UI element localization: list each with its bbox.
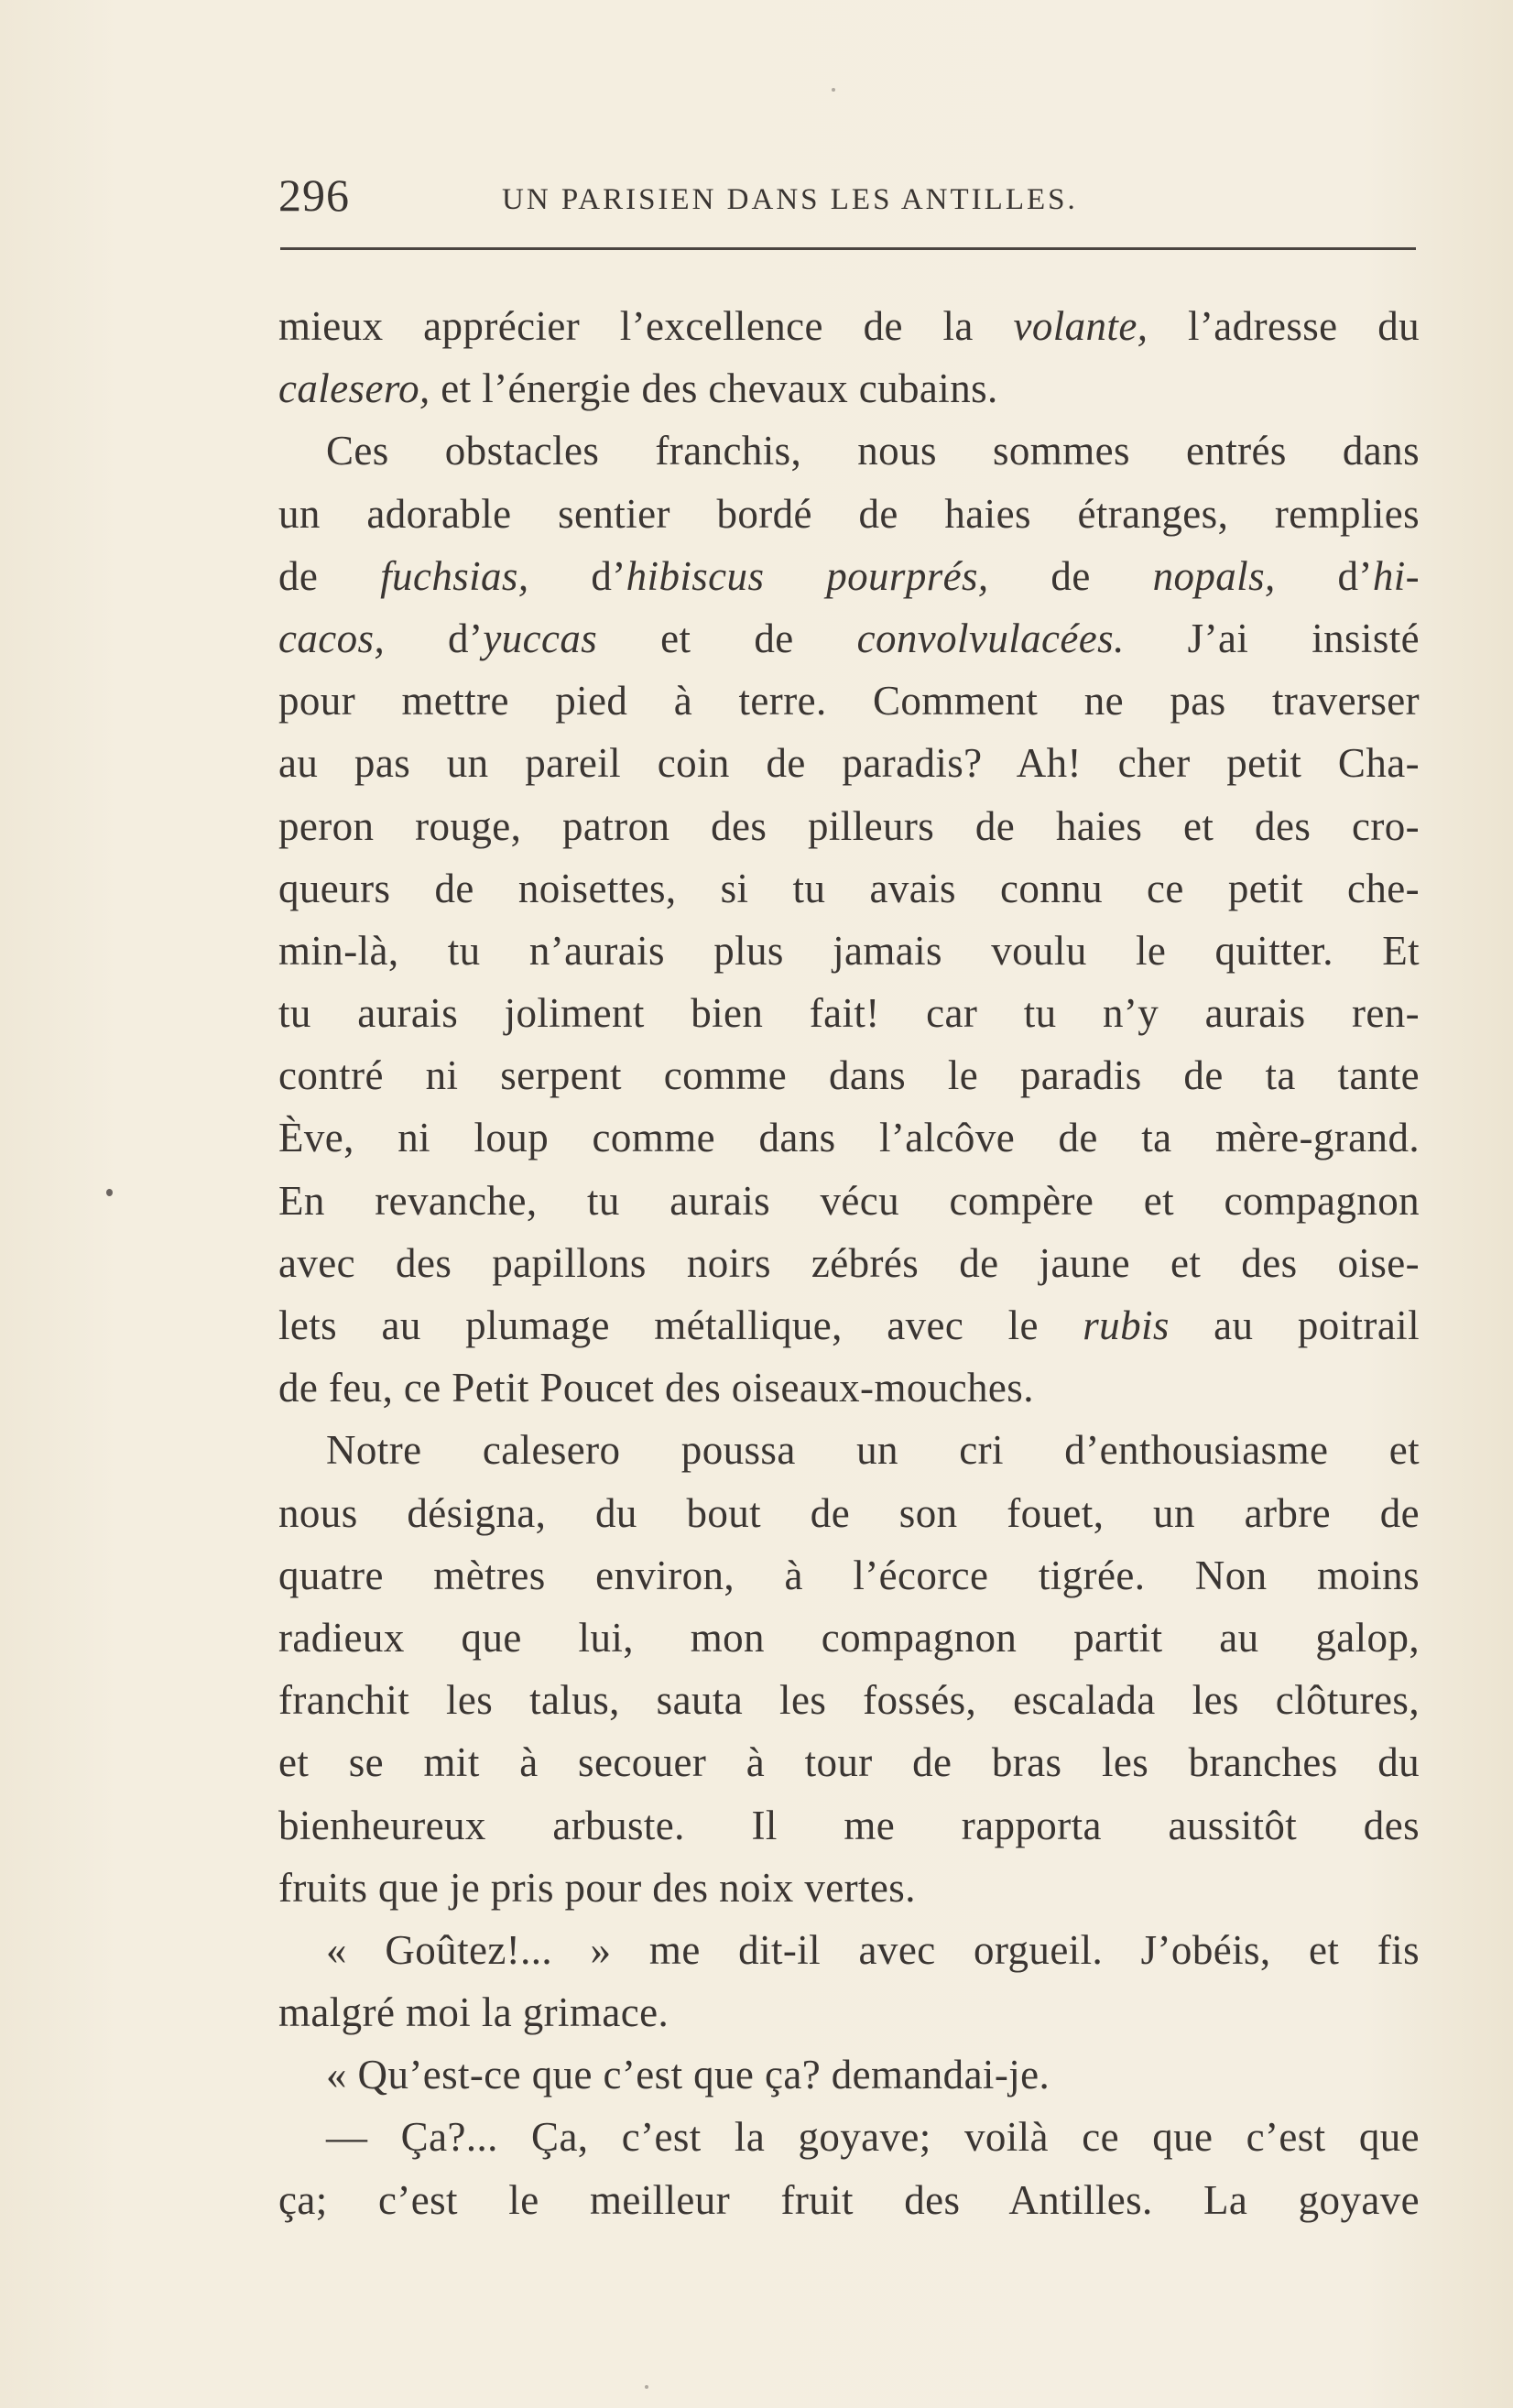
italic-text: fuchsias, bbox=[380, 552, 529, 599]
text-line bbox=[278, 1544, 1420, 1607]
italic-text: hi- bbox=[1372, 552, 1420, 599]
paper-speck bbox=[832, 88, 835, 92]
text-run: et de bbox=[597, 615, 857, 661]
text-line bbox=[278, 857, 1420, 920]
italic-text: hibiscus pourprés, bbox=[626, 552, 989, 599]
text-run: Notre calesero poussa un cri d’enthousiasme et bbox=[326, 1427, 1420, 1474]
italic-text: nopals, bbox=[1152, 552, 1276, 599]
text-run: malgré moi la grimace. bbox=[278, 1989, 669, 2036]
italic-text: calesero, bbox=[278, 365, 430, 412]
text-line bbox=[278, 1294, 1420, 1357]
text-run: d’ bbox=[1275, 552, 1373, 599]
text-run: d’ bbox=[385, 615, 484, 661]
italic-text: rubis bbox=[1083, 1302, 1170, 1348]
text-line bbox=[278, 1232, 1420, 1294]
text-line bbox=[278, 670, 1420, 732]
page-header bbox=[275, 163, 1418, 227]
italic-text: convolvulacées. bbox=[856, 615, 1125, 661]
text-run: En revanche, tu aurais vécu compère et compagnon bbox=[278, 1177, 1420, 1224]
text-line bbox=[278, 795, 1420, 857]
text-line bbox=[278, 2043, 1420, 2106]
text-run: min-là, tu n’aurais plus jamais voulu le quitter. Et bbox=[278, 927, 1420, 974]
text-run: J’ai insisté bbox=[1124, 615, 1420, 661]
paper-speck bbox=[645, 2385, 648, 2389]
text-run: radieux que lui, mon compagnon partit au galop, bbox=[278, 1614, 1420, 1661]
text-line bbox=[278, 1731, 1420, 1793]
text-line bbox=[278, 1170, 1420, 1232]
text-line bbox=[278, 2106, 1420, 2168]
text-run: tu aurais joliment bien fait! car tu n’y aurais ren- bbox=[278, 990, 1420, 1037]
text-line bbox=[278, 920, 1420, 982]
text-run: « Goûtez!... » me dit-il avec orgueil. J’obéis, et fis bbox=[326, 1926, 1420, 1973]
text-line bbox=[278, 1919, 1420, 1981]
text-line bbox=[278, 1106, 1420, 1169]
text-run: d’ bbox=[528, 552, 626, 599]
text-run: au poitrail bbox=[1169, 1302, 1420, 1348]
text-run: de bbox=[278, 552, 381, 599]
text-line bbox=[278, 2169, 1420, 2231]
text-line bbox=[278, 982, 1420, 1044]
italic-text: volante, bbox=[1013, 303, 1148, 349]
paper-speck bbox=[106, 1189, 113, 1196]
text-run: ça; c’est le meilleur fruit des Antilles. La goyave bbox=[278, 2176, 1420, 2223]
text-run: bienheureux arbuste. Il me rapporta aussitôt des bbox=[278, 1802, 1420, 1848]
text-run: Ces obstacles franchis, nous sommes entrés dans bbox=[326, 428, 1420, 474]
text-run: de bbox=[988, 552, 1153, 599]
text-run: pour mettre pied à terre. Comment ne pas traverser bbox=[278, 678, 1420, 725]
page-number: 296 bbox=[278, 169, 350, 221]
text-line bbox=[278, 545, 1420, 607]
header-rule bbox=[280, 247, 1416, 250]
text-run: de feu, ce Petit Poucet des oiseaux-mouches. bbox=[278, 1365, 1034, 1411]
text-line bbox=[278, 1981, 1420, 2043]
text-run: peron rouge, patron des pilleurs de haies et des cro- bbox=[278, 802, 1420, 849]
text-run: — Ça?... Ça, c’est la goyave; voilà ce que c’est que bbox=[326, 2114, 1420, 2161]
text-run: Ève, ni loup comme dans l’alcôve de ta mère-grand. bbox=[278, 1115, 1420, 1161]
text-run: fruits que je pris pour des noix vertes. bbox=[278, 1864, 916, 1911]
text-run: l’adresse du bbox=[1148, 303, 1420, 349]
text-line bbox=[278, 1857, 1420, 1919]
text-run: avec des papillons noirs zébrés de jaune et des oise- bbox=[278, 1239, 1420, 1286]
text-run: lets au plumage métallique, avec le bbox=[278, 1302, 1083, 1348]
text-run: nous désigna, du bout de son fouet, un arbre de bbox=[278, 1489, 1420, 1536]
italic-text: cacos, bbox=[278, 615, 386, 661]
text-run: et se mit à secouer à tour de bras les branches du bbox=[278, 1739, 1420, 1786]
text-run: queurs de noisettes, si tu avais connu ce petit che- bbox=[278, 865, 1420, 911]
text-run: « Qu’est-ce que c’est que ça? demandai-je. bbox=[326, 2052, 1050, 2098]
text-run: mieux apprécier l’excellence de la bbox=[278, 303, 1014, 349]
text-line bbox=[278, 357, 1420, 419]
text-run: un adorable sentier bordé de haies étranges, remplies bbox=[278, 490, 1420, 537]
text-line bbox=[278, 732, 1420, 794]
italic-text: yuccas bbox=[483, 615, 598, 661]
text-run: quatre mètres environ, à l’écorce tigrée. Non moins bbox=[278, 1552, 1420, 1598]
text-line bbox=[278, 1669, 1420, 1731]
text-line bbox=[278, 419, 1420, 482]
running-title: UN PARISIEN DANS LES ANTILLES. bbox=[502, 183, 1078, 216]
text-line bbox=[278, 1794, 1420, 1857]
text-line bbox=[278, 1482, 1420, 1544]
text-run: et l’énergie des chevaux cubains. bbox=[430, 365, 998, 412]
body-text bbox=[278, 295, 1420, 2231]
text-line bbox=[278, 1357, 1420, 1419]
text-run: contré ni serpent comme dans le paradis de ta tante bbox=[278, 1052, 1420, 1099]
text-run: au pas un pareil coin de paradis? Ah! cher petit Cha- bbox=[278, 740, 1420, 787]
text-line bbox=[278, 1607, 1420, 1669]
text-line bbox=[278, 295, 1420, 357]
text-line bbox=[278, 483, 1420, 545]
text-run: franchit les talus, sauta les fossés, escalada les clôtures, bbox=[278, 1677, 1420, 1724]
text-line bbox=[278, 607, 1420, 670]
text-line bbox=[278, 1044, 1420, 1106]
text-line bbox=[278, 1419, 1420, 1481]
